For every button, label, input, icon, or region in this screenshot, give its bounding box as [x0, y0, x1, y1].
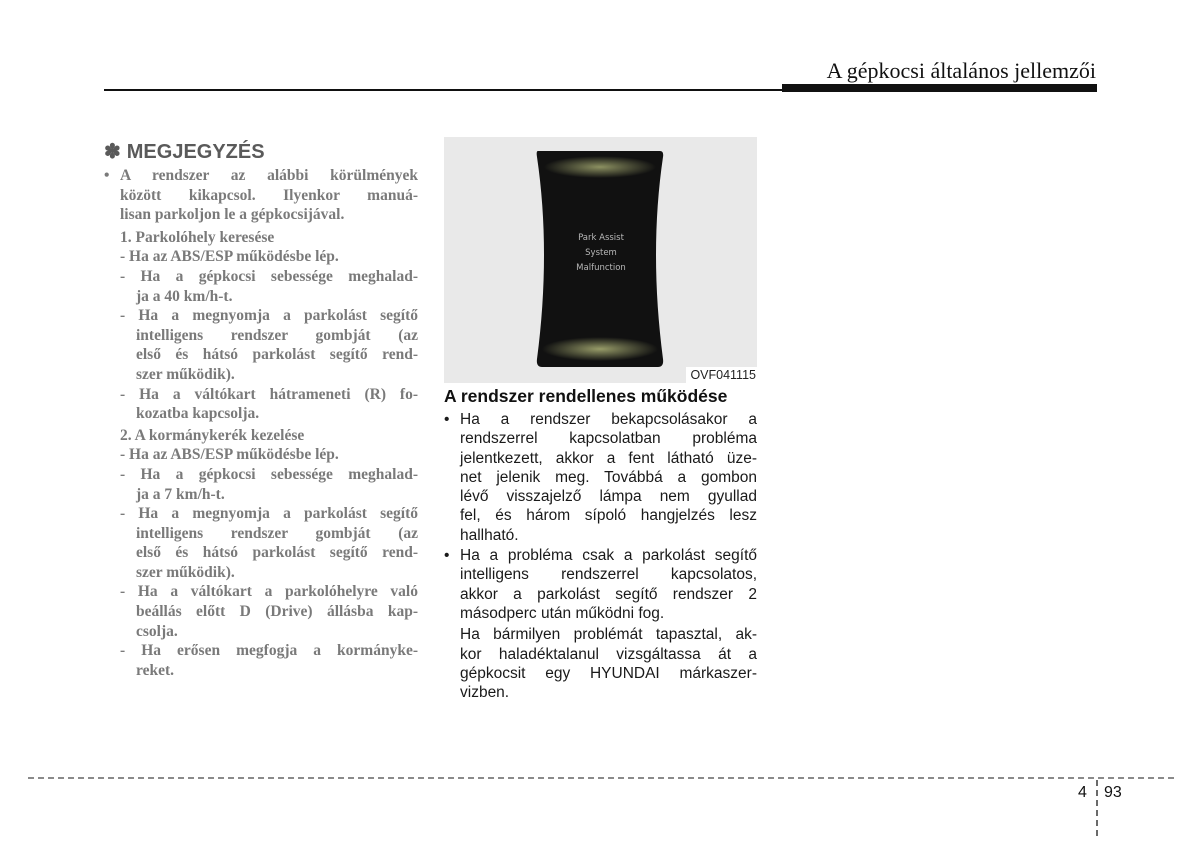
footer-rule [28, 777, 1174, 779]
section-line: vizben. [460, 684, 510, 702]
section-heading: A rendszer rendellenes működése [444, 386, 728, 406]
section-line: intelligens rendszerrel kapcsolatos, [460, 566, 757, 584]
note-heading [104, 139, 265, 164]
note-line: - Ha a váltókart hátrameneti (R) fo- [120, 385, 418, 403]
note-line: szer működik). [136, 365, 235, 383]
section-bullet-icon: • [444, 547, 450, 565]
note-line: között kikapcsol. Ilyenkor manuá- [120, 186, 418, 204]
display-glow-bottom [542, 337, 658, 361]
figure-code: OVF041115 [686, 367, 757, 383]
note-line: intelligens rendszer gombját (az [136, 326, 418, 344]
note-star-icon: ✽ [104, 141, 121, 163]
section-bullet-icon: • [444, 411, 450, 428]
section-line: fel, és három sípoló hangjelzés lesz [460, 507, 757, 525]
note-line: szer működik). [136, 563, 235, 581]
section-line: jelentkezett, akkor a fent látható üze- [460, 449, 757, 467]
note-line: intelligens rendszer gombját (az [136, 524, 418, 542]
section-line: rendszerrel kapcsolatban probléma [460, 430, 757, 448]
note-line: - Ha a megnyomja a parkolást segítő [120, 505, 418, 523]
note-bullet-icon: • [104, 167, 110, 184]
section-line: Ha a probléma csak a parkolást segítő [460, 547, 757, 565]
display-glow-top [544, 156, 656, 178]
section-paragraph [444, 410, 757, 545]
page-number: 93 [1104, 784, 1122, 801]
note-line: beállás előtt D (Drive) állásba kap- [136, 603, 418, 621]
display-line: Malfunction [576, 263, 626, 273]
display-line: Park Assist [578, 233, 624, 243]
chapter-number: 4 [1078, 784, 1087, 801]
section-line: gépkocsit egy HYUNDAI márkaszer- [460, 664, 757, 682]
section-line: Ha bármilyen problémát tapasztal, ak- [460, 626, 757, 644]
note-line: A rendszer az alábbi körülmények [120, 167, 418, 184]
note-line: ja a 40 km/h-t. [136, 287, 233, 305]
note-line: első és hátsó parkolást segítő rend- [136, 346, 418, 364]
note-list [104, 166, 418, 680]
section-line: net jelenik meg. Továbbá a gombon [460, 468, 757, 486]
note-line: kozatba kapcsolja. [136, 405, 260, 423]
section-line: Ha a rendszer bekapcsolásakor a [460, 411, 757, 428]
display-message [568, 231, 634, 276]
note-line: - Ha az ABS/ESP működésbe lép. [120, 248, 339, 266]
section-paragraph [444, 546, 757, 623]
section-line: lévő visszajelző lámpa nem gyullad [460, 488, 757, 506]
note-line: - Ha a váltókart a parkolóhelyre való [120, 583, 418, 601]
section-line: kor haladéktalanul vizsgáltassa át a [460, 645, 757, 663]
note-line: - Ha a gépkocsi sebessége meghalad- [120, 267, 418, 285]
header-rule [104, 89, 784, 91]
note-line: - Ha erősen megfogja a kormányke- [120, 642, 418, 660]
display-line: System [585, 248, 617, 258]
note-line: lisan parkoljon le a gépkocsijával. [120, 206, 345, 224]
note-line: - Ha a megnyomja a parkolást segítő [120, 307, 418, 325]
note-line: csolja. [136, 622, 178, 640]
note-line: - Ha a gépkocsi sebessége meghalad- [120, 465, 418, 483]
note-bullet-line [104, 166, 418, 186]
footer-divider [1096, 780, 1098, 836]
section-line: akkor a parkolást segítő rendszer 2 [460, 585, 757, 603]
warning-display-figure [444, 137, 757, 383]
note-line: reket. [136, 661, 175, 679]
note-subheading: 1. Parkolóhely keresése [120, 228, 275, 246]
note-heading-text: MEGJEGYZÉS [126, 141, 265, 163]
note-subheading: 2. A kormánykerék kezelése [120, 426, 305, 444]
note-line: - Ha az ABS/ESP működésbe lép. [120, 446, 339, 464]
section-line: hallható. [460, 526, 519, 544]
header-title: A gépkocsi általános jellemzői [826, 58, 1096, 83]
section-body [444, 410, 757, 702]
section-line: másodperc után működni fog. [460, 604, 665, 622]
note-line: első és hátsó parkolást segítő rend- [136, 544, 418, 562]
section-paragraph [444, 625, 757, 702]
header-rule-thick [782, 84, 1097, 92]
note-line: ja a 7 km/h-t. [136, 485, 225, 503]
